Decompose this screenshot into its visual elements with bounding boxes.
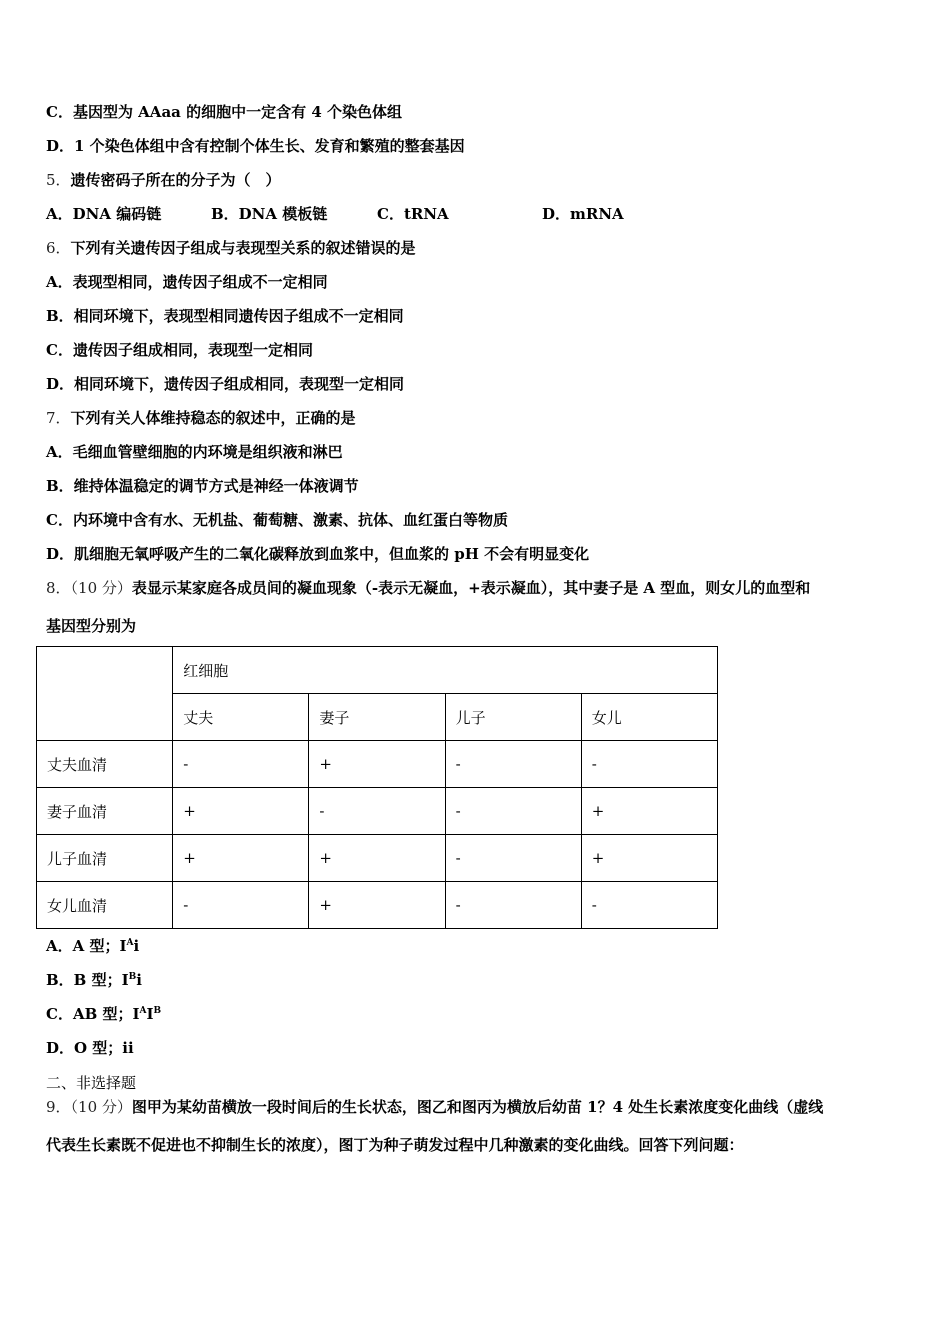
q6-option-c: C．遗传因子组成相同，表现型一定相同 bbox=[46, 341, 313, 359]
q8-option-d: D．O 型；ii bbox=[46, 1039, 134, 1057]
q7-option-b: B．维持体温稳定的调节方式是神经一体液调节 bbox=[46, 477, 359, 495]
q6-option-b: B．相同环境下，表现型相同遗传因子组成不一定相同 bbox=[46, 307, 404, 325]
table-corner-cell bbox=[37, 647, 173, 741]
q6-stem-text: 下列有关遗传因子组成与表现型关系的叙述错误的是 bbox=[70, 239, 416, 257]
q8-number: 8． bbox=[46, 579, 71, 597]
column-header: 儿子 bbox=[445, 694, 581, 741]
agglutination-table bbox=[36, 646, 718, 929]
q5-number: 5． bbox=[46, 171, 71, 189]
table-cell: + bbox=[581, 835, 717, 882]
table-cell: + bbox=[173, 835, 309, 882]
q5-option-c: C．tRNA bbox=[377, 205, 449, 223]
table-header-row bbox=[37, 647, 718, 694]
q4-option-c: C．基因型为 AAaa 的细胞中一定含有 4 个染色体组 bbox=[46, 103, 402, 121]
section-heading: 二、非选择题 bbox=[46, 1074, 137, 1092]
table-cell: + bbox=[309, 882, 445, 929]
q8-stem-text: 表显示某家庭各成员间的凝血现象（-表示无凝血，+表示凝血），其中妻子是 A 型血，则女儿的血型和 bbox=[131, 579, 811, 597]
q5-option-d: D．mRNA bbox=[542, 205, 624, 223]
table-cell: - bbox=[445, 835, 581, 882]
table-cell: - bbox=[445, 741, 581, 788]
table-row bbox=[37, 741, 718, 788]
q7-option-a: A．毛细血管壁细胞的内环境是组织液和淋巴 bbox=[46, 443, 343, 461]
q6-option-a: A．表现型相同，遗传因子组成不一定相同 bbox=[46, 273, 328, 291]
table-row bbox=[37, 882, 718, 929]
row-label: 妻子血清 bbox=[37, 788, 173, 835]
q9-number: 9． bbox=[46, 1098, 71, 1116]
q8-score: （10 分） bbox=[70, 579, 132, 597]
q5-stem bbox=[46, 170, 281, 190]
table-group-header: 红细胞 bbox=[173, 647, 718, 694]
table-row bbox=[37, 788, 718, 835]
row-label: 女儿血清 bbox=[37, 882, 173, 929]
q8-option-b: B．B 型；$I^Bi$ bbox=[46, 971, 142, 989]
column-header: 丈夫 bbox=[173, 694, 309, 741]
table-cell: - bbox=[173, 882, 309, 929]
table-cell: + bbox=[173, 788, 309, 835]
table-cell: - bbox=[309, 788, 445, 835]
table-cell: - bbox=[445, 788, 581, 835]
q7-stem bbox=[46, 408, 356, 428]
q7-number: 7． bbox=[46, 409, 71, 427]
q8-stem-line1 bbox=[46, 578, 810, 598]
q6-stem bbox=[46, 238, 416, 258]
row-label: 丈夫血清 bbox=[37, 741, 173, 788]
q9-score: （10 分） bbox=[70, 1098, 132, 1116]
table-cell: - bbox=[581, 882, 717, 929]
column-header: 妻子 bbox=[309, 694, 445, 741]
q9-stem-line2: 代表生长素既不促进也不抑制生长的浓度），图丁为种子萌发过程中几种激素的变化曲线。回答下列问题： bbox=[46, 1136, 744, 1154]
q5-stem-text: 遗传密码子所在的分子为（ ） bbox=[70, 171, 281, 189]
q5-options bbox=[46, 204, 746, 224]
table-cell: - bbox=[581, 741, 717, 788]
q4-option-d: D．1 个染色体组中含有控制个体生长、发育和繁殖的整套基因 bbox=[46, 137, 465, 155]
table-cell: - bbox=[173, 741, 309, 788]
q7-stem-text: 下列有关人体维持稳态的叙述中，正确的是 bbox=[70, 409, 356, 427]
q6-option-d: D．相同环境下，遗传因子组成相同，表现型一定相同 bbox=[46, 375, 405, 393]
table-row bbox=[37, 835, 718, 882]
column-header: 女儿 bbox=[581, 694, 717, 741]
q9-stem-line1 bbox=[46, 1097, 823, 1117]
q8-option-a: A．A 型；$I^Ai$ bbox=[46, 937, 140, 955]
table-cell: + bbox=[309, 741, 445, 788]
row-label: 儿子血清 bbox=[37, 835, 173, 882]
q6-number: 6． bbox=[46, 239, 71, 257]
q8-option-c: C．AB 型；$I^AI^B$ bbox=[46, 1005, 162, 1023]
table-cell: - bbox=[445, 882, 581, 929]
q8-stem-line2: 基因型分别为 bbox=[46, 617, 137, 635]
q7-option-d: D．肌细胞无氧呼吸产生的二氧化碳释放到血浆中，但血浆的 pH 不会有明显变化 bbox=[46, 545, 590, 563]
table-cell: + bbox=[581, 788, 717, 835]
q7-option-c: C．内环境中含有水、无机盐、葡萄糖、激素、抗体、血红蛋白等物质 bbox=[46, 511, 508, 529]
q9-stem-text: 图甲为某幼苗横放一段时间后的生长状态，图乙和图丙为横放后幼苗 1？4 处生长素浓度变化曲线（虚线 bbox=[131, 1098, 824, 1116]
table-cell: + bbox=[309, 835, 445, 882]
q5-option-a: A．DNA 编码链 bbox=[46, 205, 162, 223]
q5-option-b: B．DNA 模板链 bbox=[211, 205, 328, 223]
